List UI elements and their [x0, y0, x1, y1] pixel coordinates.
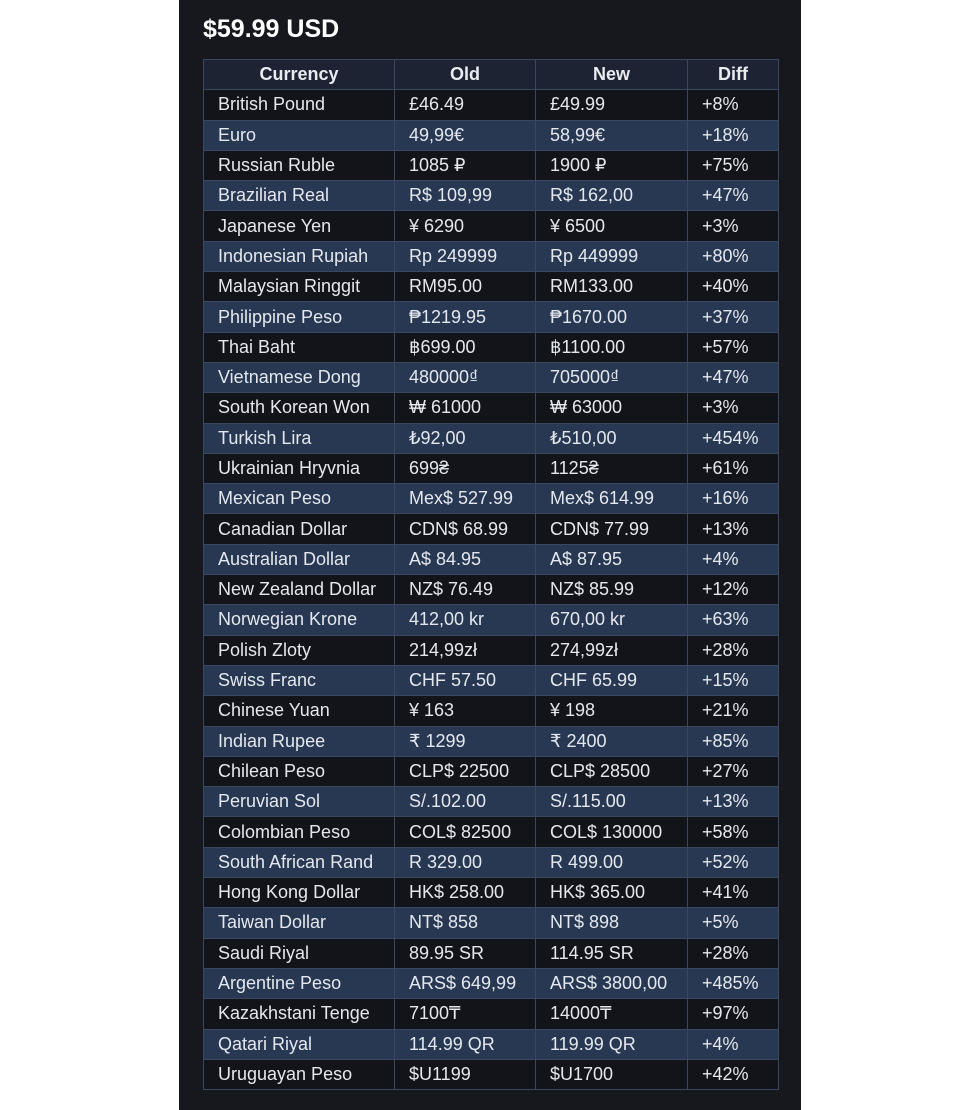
new-price-cell: COL$ 130000: [536, 817, 688, 847]
diff-cell: +16%: [688, 484, 779, 514]
old-price-cell: ₩ 61000: [395, 393, 536, 423]
old-price-cell: ₱1219.95: [395, 302, 536, 332]
old-price-cell: 699₴: [395, 453, 536, 483]
diff-cell: +4%: [688, 1029, 779, 1059]
diff-cell: +485%: [688, 968, 779, 998]
table-row: [204, 1059, 779, 1089]
new-price-cell: 705000₫: [536, 362, 688, 392]
table-row: [204, 181, 779, 211]
new-price-cell: 670,00 kr: [536, 605, 688, 635]
new-price-cell: NT$ 898: [536, 908, 688, 938]
table-row: [204, 544, 779, 574]
diff-cell: +97%: [688, 999, 779, 1029]
diff-cell: +47%: [688, 181, 779, 211]
table-row: [204, 272, 779, 302]
diff-cell: +57%: [688, 332, 779, 362]
new-price-cell: Rp 449999: [536, 241, 688, 271]
diff-cell: +3%: [688, 393, 779, 423]
diff-cell: +85%: [688, 726, 779, 756]
diff-cell: +42%: [688, 1059, 779, 1089]
new-price-cell: 1900 ₽: [536, 150, 688, 180]
currency-cell: Thai Baht: [204, 332, 395, 362]
currency-cell: Vietnamese Dong: [204, 362, 395, 392]
currency-cell: New Zealand Dollar: [204, 575, 395, 605]
diff-cell: +28%: [688, 635, 779, 665]
currency-cell: Russian Ruble: [204, 150, 395, 180]
currency-cell: Chinese Yuan: [204, 696, 395, 726]
diff-cell: +63%: [688, 605, 779, 635]
new-price-cell: S/.115.00: [536, 787, 688, 817]
diff-cell: +27%: [688, 756, 779, 786]
old-price-cell: Mex$ 527.99: [395, 484, 536, 514]
old-price-cell: CHF 57.50: [395, 665, 536, 695]
old-price-cell: £46.49: [395, 90, 536, 120]
diff-cell: +8%: [688, 90, 779, 120]
old-price-cell: 7100₸: [395, 999, 536, 1029]
old-price-cell: ₺92,00: [395, 423, 536, 453]
currency-cell: South Korean Won: [204, 393, 395, 423]
new-price-cell: HK$ 365.00: [536, 878, 688, 908]
currency-cell: Qatari Riyal: [204, 1029, 395, 1059]
currency-cell: Hong Kong Dollar: [204, 878, 395, 908]
currency-cell: Indonesian Rupiah: [204, 241, 395, 271]
currency-cell: Swiss Franc: [204, 665, 395, 695]
table-row: [204, 575, 779, 605]
old-price-cell: Rp 249999: [395, 241, 536, 271]
column-header-diff: Diff: [688, 60, 779, 90]
table-row: [204, 999, 779, 1029]
diff-cell: +5%: [688, 908, 779, 938]
new-price-cell: R$ 162,00: [536, 181, 688, 211]
diff-cell: +12%: [688, 575, 779, 605]
diff-cell: +75%: [688, 150, 779, 180]
new-price-cell: £49.99: [536, 90, 688, 120]
old-price-cell: 49,99€: [395, 120, 536, 150]
diff-cell: +3%: [688, 211, 779, 241]
new-price-cell: CHF 65.99: [536, 665, 688, 695]
currency-cell: Japanese Yen: [204, 211, 395, 241]
new-price-cell: $U1700: [536, 1059, 688, 1089]
diff-cell: +61%: [688, 453, 779, 483]
new-price-cell: ¥ 198: [536, 696, 688, 726]
table-row: [204, 756, 779, 786]
old-price-cell: CLP$ 22500: [395, 756, 536, 786]
old-price-cell: NZ$ 76.49: [395, 575, 536, 605]
table-row: [204, 514, 779, 544]
table-row: [204, 605, 779, 635]
currency-cell: British Pound: [204, 90, 395, 120]
new-price-cell: ฿1100.00: [536, 332, 688, 362]
old-price-cell: ฿699.00: [395, 332, 536, 362]
price-panel: [179, 0, 801, 1110]
new-price-cell: 274,99zł: [536, 635, 688, 665]
table-row: [204, 90, 779, 120]
new-price-cell: A$ 87.95: [536, 544, 688, 574]
currency-cell: Colombian Peso: [204, 817, 395, 847]
table-row: [204, 1029, 779, 1059]
old-price-cell: ¥ 6290: [395, 211, 536, 241]
currency-cell: Ukrainian Hryvnia: [204, 453, 395, 483]
new-price-cell: 119.99 QR: [536, 1029, 688, 1059]
price-table: [203, 59, 779, 1090]
diff-cell: +47%: [688, 362, 779, 392]
currency-cell: Mexican Peso: [204, 484, 395, 514]
old-price-cell: HK$ 258.00: [395, 878, 536, 908]
table-row: [204, 453, 779, 483]
table-row: [204, 726, 779, 756]
diff-cell: +13%: [688, 787, 779, 817]
table-row: [204, 423, 779, 453]
old-price-cell: 412,00 kr: [395, 605, 536, 635]
old-price-cell: R$ 109,99: [395, 181, 536, 211]
old-price-cell: ₹ 1299: [395, 726, 536, 756]
currency-cell: Australian Dollar: [204, 544, 395, 574]
old-price-cell: 114.99 QR: [395, 1029, 536, 1059]
diff-cell: +18%: [688, 120, 779, 150]
currency-cell: Peruvian Sol: [204, 787, 395, 817]
currency-cell: Brazilian Real: [204, 181, 395, 211]
old-price-cell: $U1199: [395, 1059, 536, 1089]
table-row: [204, 150, 779, 180]
new-price-cell: Mex$ 614.99: [536, 484, 688, 514]
new-price-cell: 114.95 SR: [536, 938, 688, 968]
old-price-cell: 214,99zł: [395, 635, 536, 665]
old-price-cell: CDN$ 68.99: [395, 514, 536, 544]
column-header-new: New: [536, 60, 688, 90]
currency-cell: Taiwan Dollar: [204, 908, 395, 938]
old-price-cell: R 329.00: [395, 847, 536, 877]
new-price-cell: R 499.00: [536, 847, 688, 877]
currency-cell: Norwegian Krone: [204, 605, 395, 635]
diff-cell: +13%: [688, 514, 779, 544]
diff-cell: +28%: [688, 938, 779, 968]
old-price-cell: RM95.00: [395, 272, 536, 302]
currency-cell: Polish Zloty: [204, 635, 395, 665]
table-row: [204, 878, 779, 908]
diff-cell: +15%: [688, 665, 779, 695]
old-price-cell: 480000₫: [395, 362, 536, 392]
diff-cell: +40%: [688, 272, 779, 302]
new-price-cell: CLP$ 28500: [536, 756, 688, 786]
old-price-cell: A$ 84.95: [395, 544, 536, 574]
new-price-cell: 1125₴: [536, 453, 688, 483]
currency-cell: Turkish Lira: [204, 423, 395, 453]
table-row: [204, 847, 779, 877]
table-row: [204, 362, 779, 392]
old-price-cell: ARS$ 649,99: [395, 968, 536, 998]
new-price-cell: ₺510,00: [536, 423, 688, 453]
diff-cell: +41%: [688, 878, 779, 908]
table-row: [204, 120, 779, 150]
currency-cell: Malaysian Ringgit: [204, 272, 395, 302]
currency-cell: Indian Rupee: [204, 726, 395, 756]
currency-cell: Chilean Peso: [204, 756, 395, 786]
currency-cell: Kazakhstani Tenge: [204, 999, 395, 1029]
new-price-cell: ₩ 63000: [536, 393, 688, 423]
currency-cell: Uruguayan Peso: [204, 1059, 395, 1089]
table-row: [204, 938, 779, 968]
table-row: [204, 302, 779, 332]
table-body: [204, 90, 779, 1090]
currency-cell: Canadian Dollar: [204, 514, 395, 544]
old-price-cell: 1085 ₽: [395, 150, 536, 180]
old-price-cell: 89.95 SR: [395, 938, 536, 968]
table-row: [204, 817, 779, 847]
new-price-cell: NZ$ 85.99: [536, 575, 688, 605]
currency-cell: Argentine Peso: [204, 968, 395, 998]
currency-cell: Euro: [204, 120, 395, 150]
currency-cell: South African Rand: [204, 847, 395, 877]
table-row: [204, 211, 779, 241]
table-row: [204, 787, 779, 817]
column-header-currency: Currency: [204, 60, 395, 90]
new-price-cell: 58,99€: [536, 120, 688, 150]
new-price-cell: ARS$ 3800,00: [536, 968, 688, 998]
table-row: [204, 241, 779, 271]
old-price-cell: ¥ 163: [395, 696, 536, 726]
new-price-cell: RM133.00: [536, 272, 688, 302]
diff-cell: +80%: [688, 241, 779, 271]
table-row: [204, 332, 779, 362]
diff-cell: +52%: [688, 847, 779, 877]
diff-cell: +37%: [688, 302, 779, 332]
table-row: [204, 484, 779, 514]
diff-cell: +58%: [688, 817, 779, 847]
diff-cell: +4%: [688, 544, 779, 574]
new-price-cell: ¥ 6500: [536, 211, 688, 241]
table-row: [204, 968, 779, 998]
header-row: [204, 60, 779, 90]
column-header-old: Old: [395, 60, 536, 90]
new-price-cell: CDN$ 77.99: [536, 514, 688, 544]
table-row: [204, 696, 779, 726]
table-row: [204, 665, 779, 695]
old-price-cell: COL$ 82500: [395, 817, 536, 847]
new-price-cell: ₱1670.00: [536, 302, 688, 332]
currency-cell: Saudi Riyal: [204, 938, 395, 968]
price-title: $59.99 USD: [203, 15, 340, 43]
table-row: [204, 908, 779, 938]
table-row: [204, 393, 779, 423]
new-price-cell: ₹ 2400: [536, 726, 688, 756]
diff-cell: +21%: [688, 696, 779, 726]
table-row: [204, 635, 779, 665]
old-price-cell: S/.102.00: [395, 787, 536, 817]
diff-cell: +454%: [688, 423, 779, 453]
currency-cell: Philippine Peso: [204, 302, 395, 332]
old-price-cell: NT$ 858: [395, 908, 536, 938]
new-price-cell: 14000₸: [536, 999, 688, 1029]
